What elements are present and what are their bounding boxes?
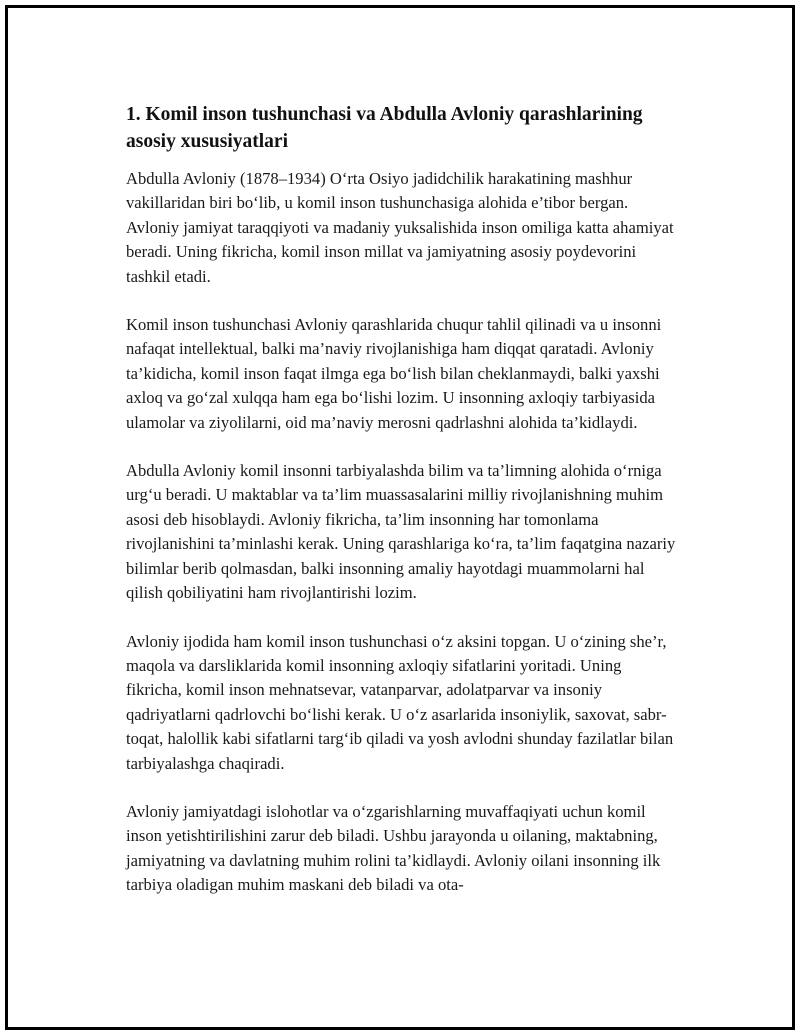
section-heading: 1. Komil inson tushunchasi va Abdulla Avloniy qarashlarining asosiy xususiyatlari: [126, 104, 643, 152]
paragraph-1: Abdulla Avloniy (1878–1934) O‘rta Osiyo jadidchilik harakatining mashhur vakillaridan biri bo‘lib, u komil inson tushunchasiga alohida e’tibor bergan. Avloniy jamiyat taraqqiyoti va madaniy yuksalishida inson omiliga katta ahamiyat beradi. Uning fikricha, komil inson millat va jamiyatning asosiy poydevorini tashkil etadi.: [126, 169, 674, 286]
paragraph-5: Avloniy jamiyatdagi islohotlar va o‘zgarishlarning muvaffaqiyati uchun komil inson yetishtirilishini zarur deb biladi. Ushbu jarayonda u oilaning, maktabning, jamiyatning va davlatning muhim rolini ta’kidlaydi. Avloniy oilani insonning ilk tarbiya oladigan muhim maskani deb biladi va ota-: [126, 801, 661, 895]
document-body: [120, 101, 680, 922]
paragraph-2: Komil inson tushunchasi Avloniy qarashlarida chuqur tahlil qilinadi va u insonni nafaqat intellektual, balki ma’naviy rivojlanishiga ham diqqat qaratadi. Avloniy ta’kidicha, komil inson faqat ilmga ega bo‘lish bilan cheklanmaydi, balki yaxshi axloq va go‘zal xulqqa ham ega bo‘lishi lozim. U insonning axloqiy tarbiyasida ulamolar va ziyolilarni, oid ma’naviy merosni qadrlashni alohida ta’kidlaydi.: [126, 315, 662, 432]
page-frame: [5, 5, 795, 1030]
paragraph-3: Abdulla Avloniy komil insonni tarbiyalashda bilim va ta’limning alohida o‘rniga urg‘u beradi. U maktablar va ta’lim muassasalarini milliy rivojlanishning muhim asosi deb hisoblaydi. Avloniy fikricha, ta’lim insonning har tomonlama rivojlanishini ta’minlashi kerak. Uning qarashlariga ko‘ra, ta’lim faqatgina nazariy bilimlar berib qolmasdan, balki insonning amaliy hayotdagi muammolarni hal qilish qobiliyatini ham rivojlantirishi lozim.: [126, 461, 676, 603]
paragraph-4: Avloniy ijodida ham komil inson tushunchasi o‘z aksini topgan. U o‘zining she’r, maqola va darsliklarida komil insonning axloqiy sifatlarini yoritadi. Uning fikricha, komil inson mehnatsevar, vatanparvar, adolatparvar va insoniy qadriyatlarni qadrlovchi bo‘lishi kerak. U o‘z asarlarida insoniylik, saxovat, sabr-toqat, halollik kabi sifatlarni targ‘ib qiladi va yosh avlodni shunday fazilatlar bilan tarbiyalashga chaqiradi.: [126, 631, 674, 773]
